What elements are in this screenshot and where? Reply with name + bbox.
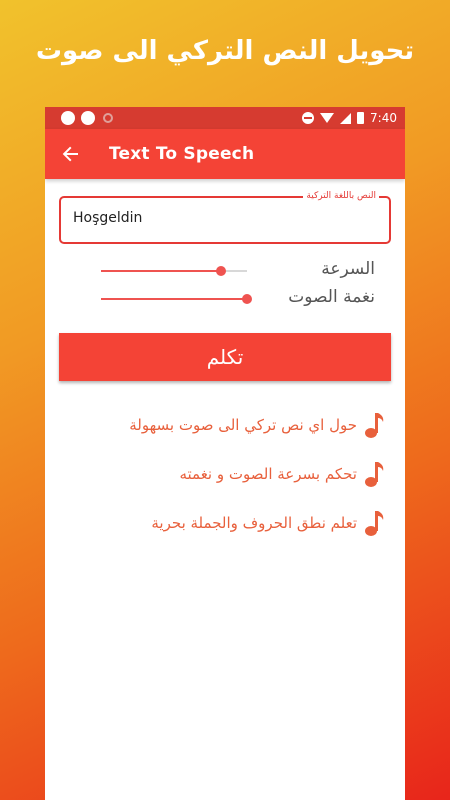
- app-bar: [45, 129, 405, 179]
- speed-label: السرعة: [321, 259, 375, 279]
- speed-slider[interactable]: [101, 270, 247, 272]
- feature-text: تحكم بسرعة الصوت و نغمته: [179, 465, 357, 483]
- notification-ring-icon: [103, 113, 113, 123]
- status-icons: [302, 107, 397, 129]
- turkish-text-input[interactable]: [59, 191, 391, 244]
- feature-item: [151, 508, 387, 538]
- pitch-slider[interactable]: [101, 298, 247, 300]
- battery-icon: [357, 112, 364, 124]
- status-bar: [45, 107, 405, 129]
- notification-dot-icon: [81, 111, 95, 125]
- music-note-icon: [363, 460, 387, 488]
- music-note-icon: [363, 509, 387, 537]
- signal-icon: [340, 113, 351, 124]
- notification-dot-icon: [61, 111, 75, 125]
- wifi-icon: [320, 113, 334, 123]
- slider-fill: [101, 298, 247, 300]
- input-label: النص باللغة التركية: [303, 190, 379, 202]
- speak-button[interactable]: تكلم: [59, 333, 391, 381]
- slider-fill: [101, 270, 221, 272]
- status-time: 7:40: [370, 111, 397, 125]
- feature-text: تعلم نطق الحروف والجملة بحرية: [151, 514, 357, 532]
- feature-item: [129, 410, 387, 440]
- slider-thumb[interactable]: [216, 266, 226, 276]
- pitch-label: نغمة الصوت: [288, 287, 375, 307]
- feature-text: حول اي نص تركي الى صوت بسهولة: [129, 416, 357, 434]
- promo-title: تحويل النص التركي الى صوت: [35, 36, 415, 66]
- do-not-disturb-icon: [302, 112, 314, 124]
- music-note-icon: [363, 411, 387, 439]
- slider-thumb[interactable]: [242, 294, 252, 304]
- feature-item: [179, 459, 387, 489]
- back-arrow-icon[interactable]: [47, 129, 95, 179]
- app-title: Text To Speech: [109, 144, 255, 164]
- pitch-slider-row: [101, 287, 401, 311]
- speed-slider-row: [101, 259, 401, 283]
- phone-screen: [45, 107, 405, 800]
- input-value[interactable]: Hoşgeldin: [73, 210, 143, 226]
